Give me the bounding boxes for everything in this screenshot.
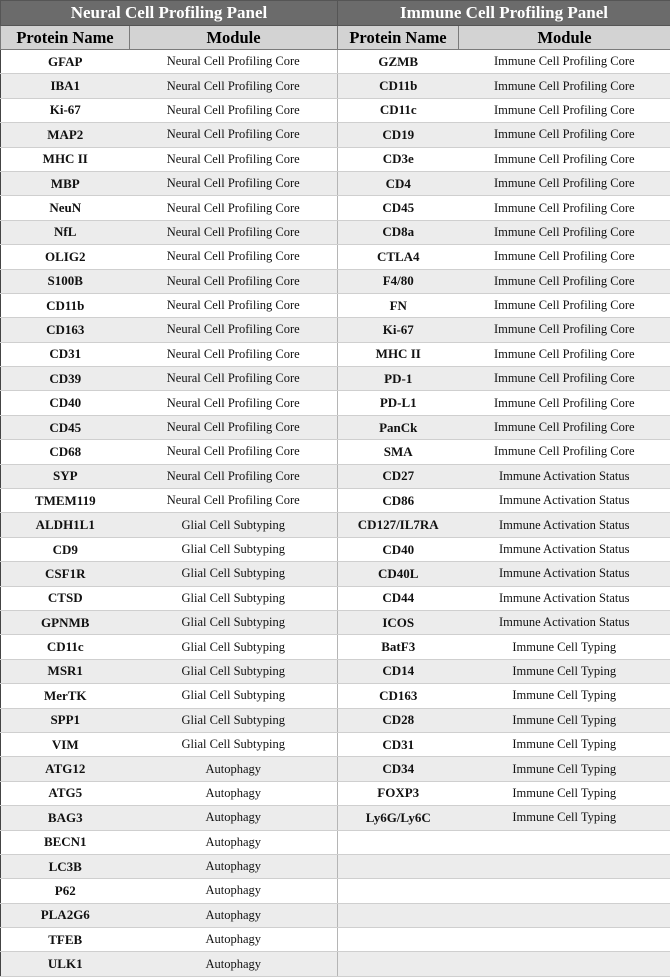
table-row: [1, 489, 670, 513]
neural-protein-cell: IBA1: [1, 74, 130, 98]
table-row: [1, 952, 670, 976]
neural-module-cell: Glial Cell Subtyping: [130, 586, 338, 610]
empty-cell: [459, 854, 670, 878]
neural-module-cell: Neural Cell Profiling Core: [130, 98, 338, 122]
table-row: [1, 586, 670, 610]
neural-module-cell: Glial Cell Subtyping: [130, 537, 338, 561]
table-row: [1, 123, 670, 147]
immune-module-cell: Immune Cell Profiling Core: [459, 269, 670, 293]
neural-module-cell: Autophagy: [130, 928, 338, 952]
neural-protein-header: Protein Name: [1, 26, 130, 50]
immune-module-cell: Immune Cell Typing: [459, 635, 670, 659]
neural-module-cell: Autophagy: [130, 854, 338, 878]
neural-module-cell: Neural Cell Profiling Core: [130, 464, 338, 488]
immune-protein-cell: ICOS: [338, 610, 459, 634]
immune-protein-cell: Ly6G/Ly6C: [338, 806, 459, 830]
neural-protein-cell: NfL: [1, 220, 130, 244]
neural-protein-cell: ALDH1L1: [1, 513, 130, 537]
empty-cell: [338, 903, 459, 927]
neural-module-cell: Glial Cell Subtyping: [130, 708, 338, 732]
immune-module-cell: Immune Cell Profiling Core: [459, 293, 670, 317]
immune-protein-cell: SMA: [338, 440, 459, 464]
neural-module-cell: Autophagy: [130, 879, 338, 903]
immune-panel-title: Immune Cell Profiling Panel: [338, 1, 670, 26]
empty-cell: [459, 903, 670, 927]
neural-protein-cell: CD9: [1, 537, 130, 561]
immune-module-cell: Immune Cell Profiling Core: [459, 74, 670, 98]
immune-module-cell: Immune Cell Typing: [459, 757, 670, 781]
immune-protein-cell: CD31: [338, 732, 459, 756]
immune-module-cell: Immune Cell Typing: [459, 708, 670, 732]
immune-protein-cell: PD-L1: [338, 391, 459, 415]
immune-module-cell: Immune Cell Profiling Core: [459, 196, 670, 220]
table-row: [1, 220, 670, 244]
immune-module-cell: Immune Cell Profiling Core: [459, 245, 670, 269]
table-row: [1, 293, 670, 317]
immune-protein-cell: CD86: [338, 489, 459, 513]
immune-module-cell: Immune Cell Typing: [459, 732, 670, 756]
neural-protein-cell: P62: [1, 879, 130, 903]
neural-module-cell: Neural Cell Profiling Core: [130, 391, 338, 415]
neural-module-cell: Neural Cell Profiling Core: [130, 123, 338, 147]
table-row: [1, 854, 670, 878]
empty-cell: [338, 830, 459, 854]
neural-module-cell: Neural Cell Profiling Core: [130, 196, 338, 220]
table-body: [1, 50, 670, 977]
neural-module-cell: Autophagy: [130, 903, 338, 927]
neural-protein-cell: CD40: [1, 391, 130, 415]
immune-protein-cell: CD163: [338, 684, 459, 708]
immune-module-cell: Immune Activation Status: [459, 464, 670, 488]
neural-module-cell: Neural Cell Profiling Core: [130, 269, 338, 293]
table-row: [1, 879, 670, 903]
neural-protein-cell: CD68: [1, 440, 130, 464]
neural-protein-cell: MAP2: [1, 123, 130, 147]
neural-module-cell: Autophagy: [130, 757, 338, 781]
neural-protein-cell: CD31: [1, 342, 130, 366]
neural-module-cell: Glial Cell Subtyping: [130, 732, 338, 756]
table-row: [1, 196, 670, 220]
neural-protein-cell: MHC II: [1, 147, 130, 171]
neural-module-cell: Glial Cell Subtyping: [130, 610, 338, 634]
table-row: [1, 415, 670, 439]
neural-protein-cell: PLA2G6: [1, 903, 130, 927]
immune-module-cell: Immune Cell Profiling Core: [459, 318, 670, 342]
immune-protein-cell: CD127/IL7RA: [338, 513, 459, 537]
immune-module-header: Module: [459, 26, 670, 50]
empty-cell: [459, 928, 670, 952]
neural-protein-cell: SPP1: [1, 708, 130, 732]
table-row: [1, 147, 670, 171]
table-row: [1, 732, 670, 756]
neural-module-cell: Glial Cell Subtyping: [130, 562, 338, 586]
table-row: [1, 98, 670, 122]
immune-module-cell: Immune Cell Typing: [459, 659, 670, 683]
immune-module-cell: Immune Activation Status: [459, 513, 670, 537]
neural-module-cell: Neural Cell Profiling Core: [130, 440, 338, 464]
table-row: [1, 318, 670, 342]
neural-module-cell: Neural Cell Profiling Core: [130, 50, 338, 74]
neural-protein-cell: OLIG2: [1, 245, 130, 269]
table-row: [1, 367, 670, 391]
table-row: [1, 684, 670, 708]
empty-cell: [338, 879, 459, 903]
neural-module-cell: Neural Cell Profiling Core: [130, 342, 338, 366]
immune-module-cell: Immune Activation Status: [459, 489, 670, 513]
neural-module-cell: Glial Cell Subtyping: [130, 635, 338, 659]
panel-title-row: [1, 1, 670, 26]
immune-module-cell: Immune Cell Profiling Core: [459, 123, 670, 147]
neural-protein-cell: CTSD: [1, 586, 130, 610]
immune-module-cell: Immune Cell Typing: [459, 781, 670, 805]
neural-protein-cell: CSF1R: [1, 562, 130, 586]
neural-module-header: Module: [130, 26, 338, 50]
neural-module-cell: Glial Cell Subtyping: [130, 513, 338, 537]
neural-protein-cell: GPNMB: [1, 610, 130, 634]
neural-protein-cell: Ki-67: [1, 98, 130, 122]
table-row: [1, 50, 670, 74]
immune-protein-cell: CD11c: [338, 98, 459, 122]
table-row: [1, 391, 670, 415]
neural-protein-cell: BAG3: [1, 806, 130, 830]
table-row: [1, 610, 670, 634]
immune-protein-cell: GZMB: [338, 50, 459, 74]
immune-module-cell: Immune Cell Profiling Core: [459, 367, 670, 391]
empty-cell: [338, 952, 459, 976]
immune-module-cell: Immune Cell Profiling Core: [459, 440, 670, 464]
neural-protein-cell: ULK1: [1, 952, 130, 976]
neural-protein-cell: LC3B: [1, 854, 130, 878]
table-row: [1, 269, 670, 293]
neural-protein-cell: CD163: [1, 318, 130, 342]
table-row: [1, 440, 670, 464]
neural-module-cell: Autophagy: [130, 781, 338, 805]
table-row: [1, 513, 670, 537]
immune-module-cell: Immune Cell Profiling Core: [459, 98, 670, 122]
immune-protein-cell: PD-1: [338, 367, 459, 391]
table-row: [1, 464, 670, 488]
immune-module-cell: Immune Cell Profiling Core: [459, 342, 670, 366]
table-row: [1, 74, 670, 98]
neural-protein-cell: S100B: [1, 269, 130, 293]
neural-panel-title: Neural Cell Profiling Panel: [1, 1, 338, 26]
immune-module-cell: Immune Cell Profiling Core: [459, 50, 670, 74]
immune-protein-cell: CD14: [338, 659, 459, 683]
immune-module-cell: Immune Cell Typing: [459, 684, 670, 708]
neural-protein-cell: SYP: [1, 464, 130, 488]
table-row: [1, 537, 670, 561]
table-row: [1, 659, 670, 683]
empty-cell: [459, 952, 670, 976]
table-row: [1, 830, 670, 854]
immune-module-cell: Immune Cell Typing: [459, 806, 670, 830]
immune-protein-cell: CD34: [338, 757, 459, 781]
neural-module-cell: Autophagy: [130, 806, 338, 830]
empty-cell: [338, 928, 459, 952]
table-row: [1, 781, 670, 805]
immune-protein-cell: CD8a: [338, 220, 459, 244]
column-header-row: [1, 26, 670, 50]
table-row: [1, 708, 670, 732]
table-row: [1, 562, 670, 586]
neural-module-cell: Neural Cell Profiling Core: [130, 220, 338, 244]
immune-module-cell: Immune Cell Profiling Core: [459, 171, 670, 195]
neural-protein-cell: NeuN: [1, 196, 130, 220]
neural-protein-cell: MBP: [1, 171, 130, 195]
immune-module-cell: Immune Activation Status: [459, 562, 670, 586]
empty-cell: [338, 854, 459, 878]
immune-protein-cell: CD11b: [338, 74, 459, 98]
neural-protein-cell: MSR1: [1, 659, 130, 683]
immune-protein-cell: CTLA4: [338, 245, 459, 269]
immune-protein-cell: CD19: [338, 123, 459, 147]
immune-protein-cell: CD4: [338, 171, 459, 195]
immune-protein-cell: BatF3: [338, 635, 459, 659]
neural-module-cell: Neural Cell Profiling Core: [130, 415, 338, 439]
neural-module-cell: Neural Cell Profiling Core: [130, 74, 338, 98]
immune-protein-cell: CD3e: [338, 147, 459, 171]
immune-protein-cell: F4/80: [338, 269, 459, 293]
neural-module-cell: Neural Cell Profiling Core: [130, 171, 338, 195]
neural-module-cell: Neural Cell Profiling Core: [130, 318, 338, 342]
table-row: [1, 928, 670, 952]
immune-protein-cell: CD44: [338, 586, 459, 610]
immune-protein-cell: Ki-67: [338, 318, 459, 342]
neural-module-cell: Glial Cell Subtyping: [130, 684, 338, 708]
neural-module-cell: Glial Cell Subtyping: [130, 659, 338, 683]
immune-protein-cell: PanCk: [338, 415, 459, 439]
immune-protein-cell: CD27: [338, 464, 459, 488]
neural-protein-cell: MerTK: [1, 684, 130, 708]
immune-protein-cell: FN: [338, 293, 459, 317]
table-row: [1, 757, 670, 781]
empty-cell: [459, 830, 670, 854]
neural-module-cell: Neural Cell Profiling Core: [130, 489, 338, 513]
neural-module-cell: Autophagy: [130, 952, 338, 976]
neural-protein-cell: ATG12: [1, 757, 130, 781]
neural-protein-cell: ATG5: [1, 781, 130, 805]
neural-module-cell: Neural Cell Profiling Core: [130, 367, 338, 391]
immune-protein-header: Protein Name: [338, 26, 459, 50]
table-row: [1, 635, 670, 659]
table-row: [1, 806, 670, 830]
table-row: [1, 903, 670, 927]
neural-protein-cell: CD45: [1, 415, 130, 439]
neural-module-cell: Neural Cell Profiling Core: [130, 147, 338, 171]
neural-protein-cell: GFAP: [1, 50, 130, 74]
immune-module-cell: Immune Activation Status: [459, 537, 670, 561]
immune-protein-cell: CD45: [338, 196, 459, 220]
immune-module-cell: Immune Activation Status: [459, 586, 670, 610]
neural-protein-cell: TMEM119: [1, 489, 130, 513]
immune-module-cell: Immune Cell Profiling Core: [459, 415, 670, 439]
immune-module-cell: Immune Cell Profiling Core: [459, 147, 670, 171]
neural-protein-cell: TFEB: [1, 928, 130, 952]
immune-protein-cell: CD28: [338, 708, 459, 732]
neural-module-cell: Autophagy: [130, 830, 338, 854]
immune-module-cell: Immune Cell Profiling Core: [459, 391, 670, 415]
neural-protein-cell: CD11b: [1, 293, 130, 317]
neural-protein-cell: BECN1: [1, 830, 130, 854]
neural-module-cell: Neural Cell Profiling Core: [130, 245, 338, 269]
immune-module-cell: Immune Activation Status: [459, 610, 670, 634]
table-row: [1, 245, 670, 269]
immune-protein-cell: CD40: [338, 537, 459, 561]
neural-protein-cell: CD11c: [1, 635, 130, 659]
immune-protein-cell: FOXP3: [338, 781, 459, 805]
immune-protein-cell: CD40L: [338, 562, 459, 586]
neural-module-cell: Neural Cell Profiling Core: [130, 293, 338, 317]
empty-cell: [459, 879, 670, 903]
table-row: [1, 171, 670, 195]
neural-protein-cell: CD39: [1, 367, 130, 391]
neural-protein-cell: VIM: [1, 732, 130, 756]
immune-protein-cell: MHC II: [338, 342, 459, 366]
immune-module-cell: Immune Cell Profiling Core: [459, 220, 670, 244]
table-row: [1, 342, 670, 366]
